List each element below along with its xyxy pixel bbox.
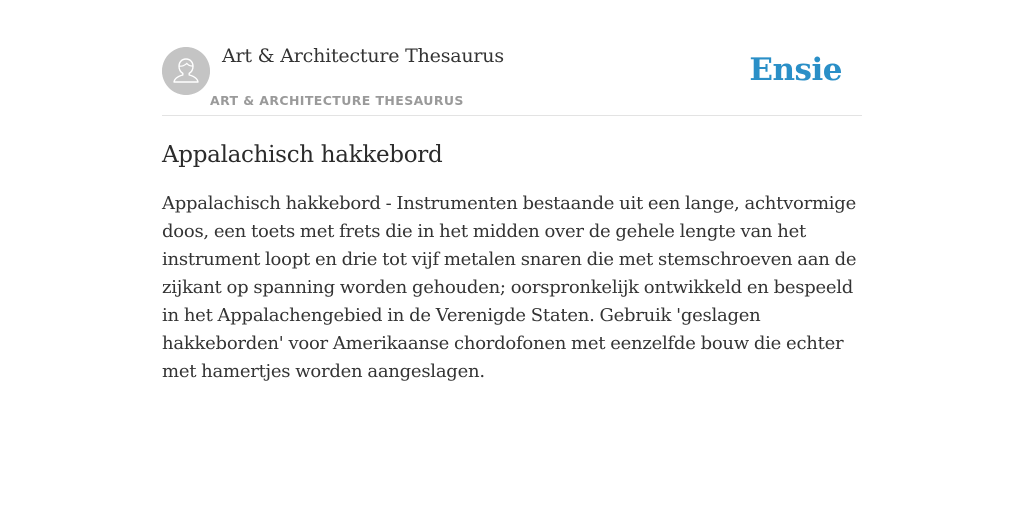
article-card (162, 0, 862, 386)
article-title: Appalachisch hakkebord (162, 142, 443, 168)
user-icon (162, 47, 210, 95)
brand-logo[interactable]: Ensie (749, 52, 842, 88)
avatar[interactable] (162, 47, 210, 95)
author-name[interactable]: Art & Architecture Thesaurus (222, 45, 504, 67)
article-body: Appalachisch hakkebord - Instrumenten bestaande uit een lange, achtvormige doos, een toets met frets die in het midden over de gehele lengte van het instrument loopt en drie tot vijf metalen snaren die met stemschroeven aan de zijkant op spanning worden gehouden; oorspronkelijk ontwikkeld en bespeeld in het Appalachengebied in de Verenigde Staten. Gebruik 'geslagen hakkeborden' voor Amerikaanse chordofonen met eenzelfde bouw die echter met hamertjes worden aangeslagen. (162, 193, 857, 382)
author-subtitle[interactable]: ART & ARCHITECTURE THESAURUS (210, 93, 464, 108)
article-header (162, 0, 862, 116)
